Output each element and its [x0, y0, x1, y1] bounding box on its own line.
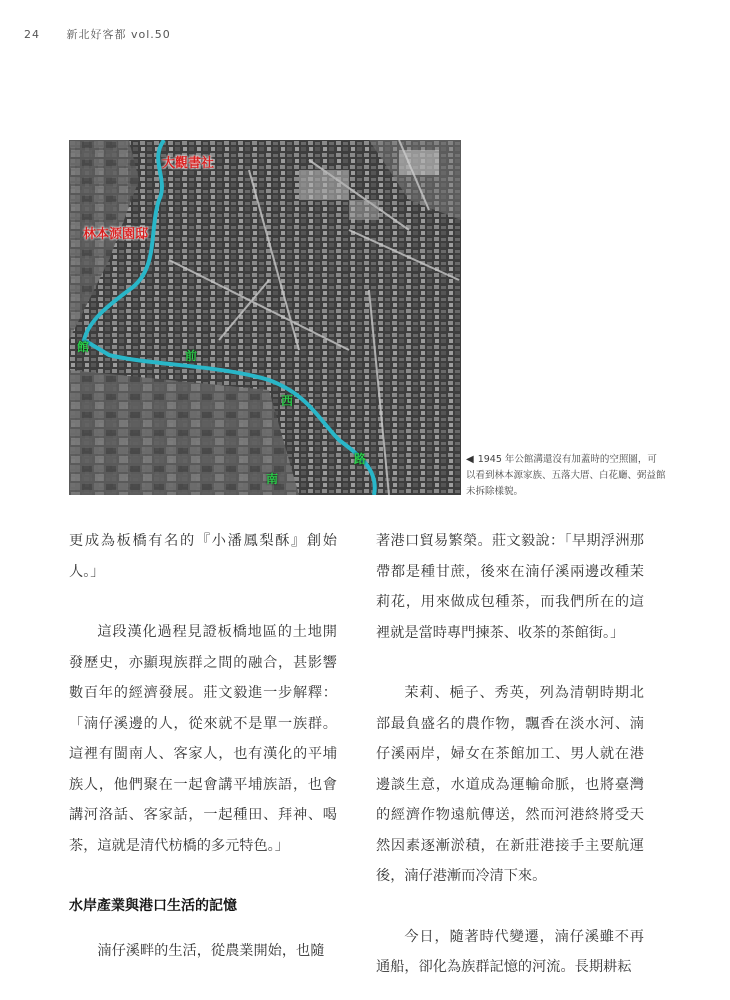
section-subheading: 水岸產業與港口生活的記憶	[69, 898, 237, 914]
page-header	[24, 26, 171, 42]
right-paragraph-3: 今日，隨著時代變遷，湳仔溪雖不再通船，卻化為族群記憶的河流。長期耕耘	[376, 928, 644, 975]
aerial-photo-image	[69, 140, 461, 495]
map-label-qian: 前	[185, 349, 198, 363]
aerial-photo	[69, 140, 461, 495]
left-paragraph-1: 更成為板橋有名的『小潘鳳梨酥』創始人。」	[69, 533, 337, 580]
page-number: 24	[24, 28, 40, 41]
map-label-nan: 南	[266, 472, 279, 486]
map-label-lu: 路	[354, 452, 367, 466]
photo-caption	[466, 452, 666, 500]
right-column	[376, 526, 644, 983]
left-paragraph-2: 這段漢化過程見證板橋地區的土地開發歷史，亦顯現族群之間的融合，甚影響數百年的經濟發展。莊文毅進一步解釋：「湳仔溪邊的人，從來就不是單一族群。這裡有閩南人、客家人，也有漢化的平埔族人，他們聚在一起會講平埔族語，也會講河洛話、客家話，一起種田、拜神、喝茶，這就是清代枋橋的多元特色。」	[69, 624, 337, 854]
magazine-title: 新北好客都 vol.50	[66, 28, 171, 41]
right-paragraph-1: 著港口貿易繁榮。莊文毅說：「早期浮洲那帶都是種甘蔗，後來在湳仔溪兩邊改種茉莉花，用來做成包種茶，而我們所在的這裡就是當時專門揀茶、收茶的茶館街。」	[376, 533, 644, 641]
map-label-guan: 館	[77, 340, 90, 354]
right-paragraph-2: 茉莉、梔子、秀英，列為清朝時期北部最負盛名的農作物，飄香在淡水河、湳仔溪兩岸，婦女在茶館加工、男人就在港邊談生意，水道成為運輸命脈，也將臺灣的經濟作物遠航傳送，然而河港終將受天然因素逐漸淤積，在新莊港接手主要航運後，湳仔港漸而冷清下來。	[376, 685, 644, 884]
caption-arrow-icon: ◀	[466, 454, 474, 465]
map-label-xi: 西	[281, 394, 294, 408]
caption-text: 1945 年公館溝還沒有加蓋時的空照圖，可以看到林本源家族、五落大厝、白花廳、弼益館未拆除樣貌。	[466, 454, 666, 497]
map-label-linbenyuan: 林本源園邸	[83, 227, 149, 242]
left-column	[69, 526, 337, 966]
left-paragraph-3: 湳仔溪畔的生活，從農業開始，也隨	[97, 942, 325, 959]
map-label-dagangzheng: 大觀書社	[162, 156, 215, 171]
